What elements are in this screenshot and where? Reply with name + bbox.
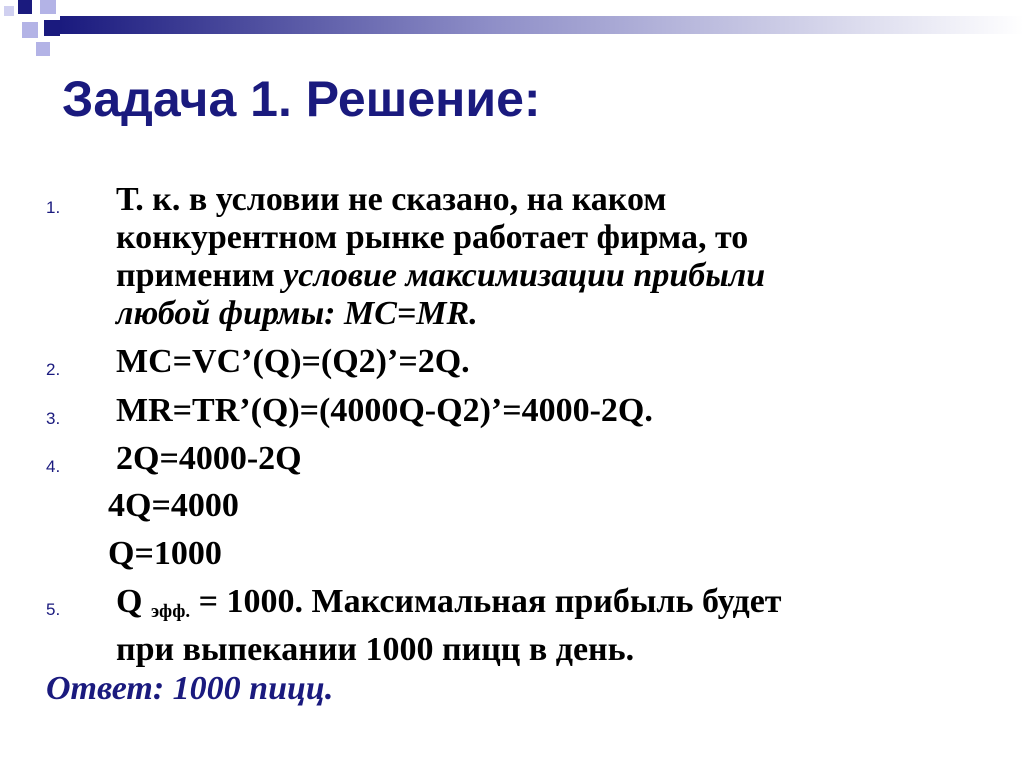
decorative-header-bar — [0, 0, 1024, 60]
item-text — [116, 583, 916, 669]
item-text: MR=TR’(Q)=(4000Q-Q2)’=4000-2Q. — [116, 392, 653, 429]
slide-title: Задача 1. Решение: — [62, 71, 541, 127]
continuation-line: Q=1000 — [108, 535, 222, 572]
header-gradient-line — [60, 16, 1024, 34]
item-line: конкурентном рынке работает фирма, то — [116, 219, 749, 256]
item-number: 4. — [46, 457, 61, 476]
item-line-italic: условие максимизации прибыли — [283, 257, 766, 294]
item-number: 3. — [46, 409, 61, 428]
item-text: MC=VC’(Q)=(Q2)’=2Q. — [116, 343, 470, 380]
item-text — [116, 181, 916, 333]
deco-square-5 — [36, 42, 50, 56]
item-rest: = 1000. Максимальная прибыль будет — [190, 583, 782, 620]
item-number: 2. — [46, 360, 61, 379]
continuation-line: 4Q=4000 — [108, 487, 239, 524]
item-subscript: эфф. — [150, 601, 191, 622]
deco-square-2 — [40, 0, 56, 14]
item-number: 1. — [46, 198, 61, 217]
item-line-italic: любой фирмы: MC=MR. — [116, 295, 478, 332]
item-line: при выпекании 1000 пицц в день. — [116, 631, 635, 668]
item-prefix: Q — [116, 583, 151, 620]
item-line: Т. к. в условии не сказано, на каком — [116, 181, 667, 218]
item-line — [116, 257, 916, 295]
item-line-normal: применим — [116, 257, 284, 294]
deco-square-1 — [18, 0, 32, 14]
deco-square-3 — [22, 22, 38, 38]
item-number: 5. — [46, 600, 61, 619]
item-text: 2Q=4000-2Q — [116, 440, 302, 477]
deco-square-6 — [4, 6, 14, 16]
answer-text: Ответ: 1000 пицц. — [46, 670, 334, 707]
deco-square-4 — [44, 20, 60, 36]
item-line — [116, 583, 916, 631]
